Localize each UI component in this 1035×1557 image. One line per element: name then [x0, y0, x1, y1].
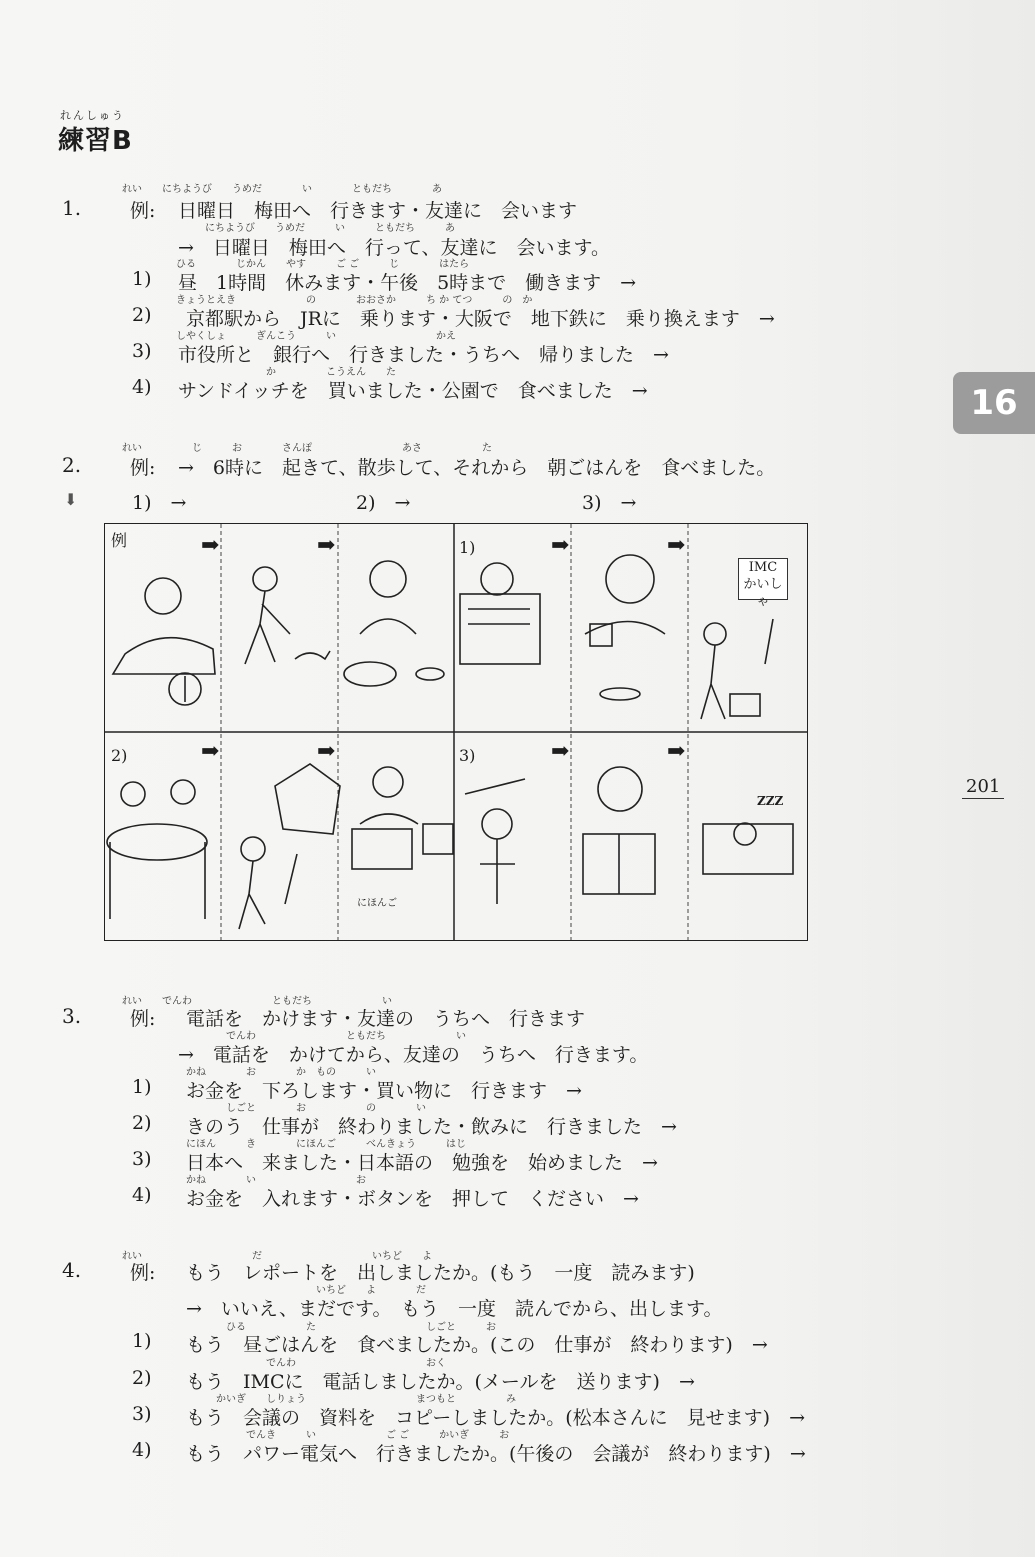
- title-ruby: れんしゅう: [60, 109, 125, 122]
- exercise-number: 1.: [62, 196, 82, 220]
- ruby-line: ひる じかん やす ご ご じ はたら: [176, 259, 470, 270]
- ruby-line: でんわ おく: [186, 1358, 446, 1369]
- item-number: 3): [132, 1148, 152, 1170]
- grid-label-1: 1): [459, 538, 476, 557]
- item-prompt: 市役所と 銀行へ 行きました・うちへ 帰りました →: [178, 344, 669, 366]
- item-prompt: 昼 1時間 休みます・午後 5時まで 働きます →: [178, 272, 637, 294]
- example-prompt: もう レポートを 出しましたか。(もう 一度 読みます): [186, 1262, 695, 1284]
- item-number: 4): [132, 376, 152, 398]
- ruby-line: か こうえん た: [176, 367, 396, 378]
- example-answer: → いいえ、まだです。 もう 一度 読んでから、出します。: [186, 1298, 723, 1320]
- example-answer: → 電話を かけてから、友達の うちへ 行きます。: [178, 1044, 649, 1066]
- example-label: 例:: [130, 200, 156, 222]
- exercise-number: 4.: [62, 1258, 82, 1282]
- ruby-line: でんわ ともだち い: [226, 1031, 466, 1042]
- item-prompt: もう 会議の 資料を コピーしましたか。(松本さんに 見せます) →: [186, 1407, 805, 1429]
- example-answer: → 日曜日 梅田へ 行って、友達に 会います。: [178, 237, 611, 259]
- ruby-line: れい じ お さんぽ あさ た: [122, 443, 492, 454]
- ruby-line: きょうとえき の おおさか ち か てつ の か: [176, 295, 533, 306]
- download-icon: ⬇: [64, 490, 78, 509]
- item-prompt: もう IMCに 電話しましたか。(メールを 送ります) →: [186, 1371, 695, 1393]
- example-prompt: → 6時に 起きて、散歩して、それから 朝ごはんを 食べました。: [178, 457, 776, 479]
- imc-sign: [738, 558, 788, 609]
- grid-label-example: 例: [111, 531, 128, 550]
- item-prompt: きのう 仕事が 終わりました・飲みに 行きました →: [186, 1116, 677, 1138]
- arrow-icon: ➡: [317, 532, 336, 558]
- item-number: 2): [132, 304, 152, 326]
- example-label: 例:: [130, 1262, 156, 1284]
- sleep-zzz: ZZZ: [757, 794, 784, 808]
- page-number: 201: [962, 776, 1004, 799]
- arrow-icon: ➡: [551, 532, 570, 558]
- item-prompt: お金を 下ろします・買い物に 行きます →: [186, 1080, 582, 1102]
- exercise-number: 2.: [62, 453, 82, 477]
- ruby-line: れい でんわ ともだち い: [122, 996, 392, 1007]
- item-number: 4): [132, 1439, 152, 1461]
- ruby-line: でんき い ご ご かいぎ お: [186, 1430, 510, 1441]
- ruby-line: しごと お の い: [186, 1103, 426, 1114]
- item-prompt: お金を 入れます・ボタンを 押して ください →: [186, 1188, 639, 1210]
- item-answer-slot: 3) →: [582, 492, 637, 514]
- exercise-number: 3.: [62, 1004, 82, 1028]
- example-label: 例:: [130, 1008, 156, 1030]
- item-number: 1): [132, 1076, 152, 1098]
- item-number: 1): [132, 268, 152, 290]
- example-prompt: 日曜日 梅田へ 行きます・友達に 会います: [178, 200, 578, 222]
- picture-grid: [104, 523, 808, 941]
- grid-label-3: 3): [459, 746, 476, 765]
- item-answer-slot: 2) →: [356, 492, 411, 514]
- imc-sign-line1: IMC: [748, 560, 778, 575]
- item-prompt: もう 昼ごはんを 食べましたか。(この 仕事が 終わります) →: [186, 1334, 768, 1356]
- arrow-icon: ➡: [667, 738, 686, 764]
- arrow-icon: ➡: [201, 738, 220, 764]
- ruby-line: しやくしょ ぎんこう い かえ: [176, 331, 456, 342]
- item-prompt: 日本へ 来ました・日本語の 勉強を 始めました →: [186, 1152, 658, 1174]
- chapter-tab: 16: [953, 372, 1035, 434]
- item-number: 3): [132, 1403, 152, 1425]
- item-number: 2): [132, 1367, 152, 1389]
- ruby-line: れい だ いちど よ: [122, 1251, 432, 1262]
- ruby-line: かね お か もの い: [186, 1067, 376, 1078]
- ruby-line: かね い お: [186, 1175, 366, 1186]
- grid-label-2: 2): [111, 746, 128, 765]
- item-prompt: もう パワー電気へ 行きましたか。(午後の 会議が 終わります) →: [186, 1443, 806, 1465]
- page-title: 練習B: [58, 126, 133, 156]
- arrow-icon: ➡: [317, 738, 336, 764]
- book-label: にほんご: [357, 898, 397, 909]
- item-number: 4): [132, 1184, 152, 1206]
- ruby-line: かいぎ しりょう まつもと み: [186, 1394, 516, 1405]
- arrow-icon: ➡: [201, 532, 220, 558]
- ruby-line: にちようび うめだ い ともだち あ: [205, 223, 455, 234]
- ruby-line: ひる た しごと お: [186, 1322, 496, 1333]
- item-prompt: サンドイッチを 買いました・公園で 食べました →: [178, 380, 648, 402]
- ruby-line: いちど よ だ: [186, 1285, 426, 1296]
- imc-sign-line2: かいしゃ: [743, 577, 783, 609]
- arrow-icon: ➡: [551, 738, 570, 764]
- example-label: 例:: [130, 457, 156, 479]
- example-prompt: 電話を かけます・友達の うちへ 行きます: [186, 1008, 586, 1030]
- illustrations: [105, 524, 807, 940]
- item-answer-slot: 1) →: [132, 492, 187, 514]
- item-number: 2): [132, 1112, 152, 1134]
- item-prompt: 京都駅から JRに 乗ります・大阪で 地下鉄に 乗り換えます →: [186, 308, 775, 330]
- ruby-line: れい にちようび うめだ い ともだち あ: [122, 184, 442, 195]
- item-number: 1): [132, 1330, 152, 1352]
- ruby-line: にほん き にほんご べんきょう はじ: [186, 1139, 466, 1150]
- item-number: 3): [132, 340, 152, 362]
- arrow-icon: ➡: [667, 532, 686, 558]
